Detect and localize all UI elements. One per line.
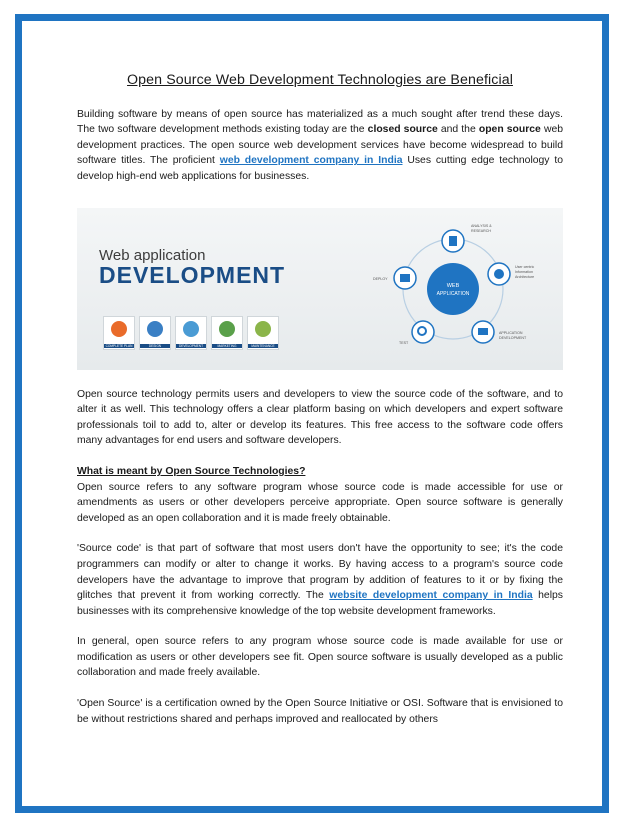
paragraph-osi: 'Open Source' is a certification owned by the Open Source Initiative or OSI. Software that is envisioned to be without restrictions shared and perhaps improved and reallocated by others <box>77 698 563 725</box>
node-deploy-label: DEPLOY <box>373 276 388 281</box>
source-code-text-1: 'Source code' is that part of software that most users don't have the opportunity to see; it's the code programmers can modify or alter to change it works. By having access to a program's source code developers have the advantage to improve that program by addition of features to it or by fixing the glitches that prevent it from working correctly. The <box>77 543 563 602</box>
app-development-glyph <box>478 328 488 335</box>
web-application-cycle-diagram <box>333 208 563 370</box>
tile-label: MARKETING <box>212 344 242 348</box>
node-analysis-line1: ANALYSIS & <box>471 223 492 228</box>
figure-tiles <box>103 316 279 350</box>
tile-label: MAINTENANCE <box>248 344 278 348</box>
web-application-development-figure <box>77 208 563 370</box>
paragraph-open-source-technology: Open source technology permits users and developers to view the source code of the software, and to alter it as well. This technology offers a clear platform basing on which developers and expert software professionals toil to add to, alter or develop its features. This free access to the software code offers many advantages for end users and software developers. <box>77 388 563 447</box>
center-label-line1: WEB <box>446 282 460 289</box>
section-heading-what-is-open-source: What is meant by Open Source Technologies? <box>77 465 306 477</box>
node-test-label: TEST <box>399 340 409 345</box>
intro-text-2: and the <box>437 124 479 136</box>
tile-maintenance <box>247 316 279 350</box>
document-body <box>77 73 563 742</box>
marketing-icon <box>219 321 235 337</box>
website-development-company-link[interactable]: website development company in India <box>329 590 533 602</box>
complete-plan-icon <box>111 321 127 337</box>
source-code-text-2: helps businesses with its comprehensive knowledge of the top website development frameworks. <box>77 590 563 617</box>
intro-text-1: Building software by means of open source has materialized as a much sought after trend these days. The two software development methods existing today are the <box>77 108 563 136</box>
development-icon <box>183 321 199 337</box>
keyword-closed-source: closed source <box>367 124 438 136</box>
test-icon <box>412 321 434 343</box>
figure-title-line1: Web application <box>99 246 206 264</box>
tile-label: COMPLETE PLAN <box>105 343 133 348</box>
tile-label: DESIGN <box>140 344 170 348</box>
architecture-glyph <box>494 269 504 279</box>
tile-complete-plan <box>103 316 135 350</box>
document-title: Open Source Web Development Technologies are Beneficial <box>127 72 513 88</box>
deploy-glyph <box>400 274 410 282</box>
node-appdev-line2: DEVELOPMENT <box>499 335 527 340</box>
tile-development <box>175 316 207 350</box>
node-architecture-line3: Architecture <box>515 274 535 279</box>
tile-label: DEVELOPMENT <box>176 344 206 348</box>
keyword-open-source: open source <box>478 124 541 136</box>
paragraph-open-source-definition: Open source refers to any software program whose source code is made accessible for use or amendments as users or other developers perceive appropriate. Open source software is generally developed as an open collaboration and it is made freely obtainable. <box>77 481 563 524</box>
figure-title-line2: DEVELOPMENT <box>99 261 286 288</box>
tile-marketing <box>211 316 243 350</box>
design-icon <box>147 321 163 337</box>
node-architecture-line1: User centric <box>515 264 535 269</box>
web-development-company-link[interactable]: web development company in India <box>219 155 403 167</box>
paragraph-source-code <box>77 541 563 619</box>
node-appdev-line1: APPLICATION <box>499 330 523 335</box>
center-circle <box>427 263 479 315</box>
center-label-line2: APPLICATION <box>436 290 470 297</box>
intro-paragraph <box>77 107 563 185</box>
node-analysis-line2: RESEARCH <box>471 228 491 233</box>
intro-text-4: Uses cutting edge technology to develop high-end web applications for businesses. <box>77 155 564 182</box>
paragraph-general: In general, open source refers to any program whose source code is made available for use or modification as users or other developers see fit. Open source software is usually developed as a public collaboration and made freely available. <box>77 636 563 679</box>
intro-text-3: web development practices. The open source web development services have become widespread to build software titles. The proficient <box>77 124 564 167</box>
node-architecture-line2: Information <box>515 269 533 274</box>
analysis-glyph <box>449 236 457 246</box>
tile-design <box>139 316 171 350</box>
maintenance-icon <box>255 321 271 337</box>
